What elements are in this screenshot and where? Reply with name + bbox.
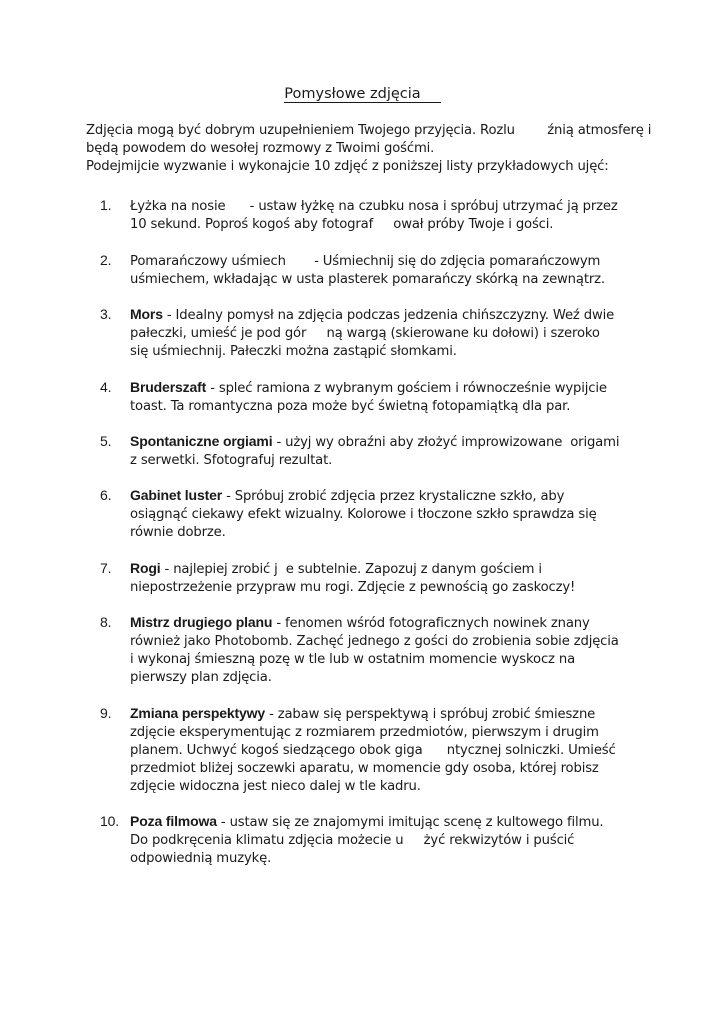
item-heading: Spontaniczne orgiami: [130, 433, 273, 449]
item-body: [130, 559, 622, 597]
item-body: [130, 613, 622, 687]
item-body: [130, 305, 622, 361]
item-text: - użyj wy obraźni aby złożyć improwizowane origami z serwetki. Sfotografuj rezultat.: [130, 435, 624, 468]
item-text: - spleć ramiona z wybranym gościem i równocześnie wypijcie toast. Ta romantyczna poza może być świetną fotopamiątką dla par.: [130, 381, 611, 414]
item-text: - Idealny pomysł na zdjęcia podczas jedzenia chińszczyzny. Weź dwie pałeczki, umieść je pod gór ną wargą (skierowane ku dołowi) i szeroko się uśmiechnij. Pałeczki można zastąpić słomkami.: [130, 308, 619, 359]
item-number: 2.: [100, 252, 112, 268]
item-heading: Bruderszaft: [130, 379, 207, 395]
item-heading: Mors: [130, 306, 163, 322]
item-heading: Gabinet luster: [130, 487, 223, 503]
item-body: [130, 812, 622, 868]
item-body: [130, 486, 622, 542]
item-number: 10.: [100, 813, 120, 829]
intro-paragraph: [86, 122, 652, 176]
item-number: 3.: [100, 306, 112, 322]
item-body: [130, 704, 622, 796]
item-text: Pomarańczowy uśmiech - Uśmiechnij się do zdjęcia pomarańczowym uśmiechem, wkładając w usta plasterek pomarańczy skórką na zewnątrz.: [130, 254, 605, 287]
intro-line: Zdjęcia mogą być dobrym uzupełnieniem Twojego przyjęcia. Rozlu źnią atmosferę i: [86, 123, 652, 138]
intro-line: będą powodem do wesołej rozmowy z Twoimi gośćmi.: [86, 141, 435, 156]
item-number: 5.: [100, 433, 112, 449]
item-text: - fenomen wśród fotograficznych nowinek znany również jako Photobomb. Zachęć jednego z gości do zrobienia sobie zdjęcia i wykonaj śmieszną pozę w tle lub w ostatnim momencie wyskocz na pierwszy plan zdjęcia.: [130, 616, 623, 685]
item-number: 1.: [100, 197, 112, 213]
item-body: [130, 432, 622, 470]
item-body: [130, 251, 622, 289]
item-number: 8.: [100, 614, 112, 630]
item-text: Łyżka na nosie - ustaw łyżkę na czubku nosa i spróbuj utrzymać ją przez 10 sekund. Poproś kogoś aby fotograf ował próby Twoje i gości.: [130, 199, 622, 232]
item-body: [130, 196, 622, 234]
title-text: Pomysłowe zdjęcia: [284, 86, 440, 103]
item-number: 7.: [100, 560, 112, 576]
item-text: - ustaw się ze znajomymi imitując scenę z kultowego filmu. Do podkręcenia klimatu zdjęcia możecie u żyć rekwizytów i puścić odpowiednią muzykę.: [130, 815, 608, 866]
item-heading: Mistrz drugiego planu: [130, 614, 273, 630]
item-text: - najlepiej zrobić j e subtelnie. Zapozuj z danym gościem i niepostrzeżenie przypraw mu rogi. Zdjęcie z pewnością go zaskoczy!: [130, 562, 576, 595]
item-text: - zabaw się perspektywą i spróbuj zrobić śmieszne zdjęcie eksperymentując z rozmiarem przedmiotów, pierwszym i drugim planem. Uchwyć kogoś siedzącego obok giga ntycznej solniczki. Umieść przedmiot bliżej soczewki aparatu, w momencie gdy osoba, której robisz zdjęcie widoczna jest nieco dalej w tle kadru.: [130, 707, 620, 794]
item-text: - Spróbuj zrobić zdjęcia przez krystaliczne szkło, aby osiągnąć ciekawy efekt wizualny. Kolorowe i tłoczone szkło sprawdza się równie dobrze.: [130, 489, 601, 540]
document-title: [0, 86, 725, 102]
item-heading: Rogi: [130, 560, 161, 576]
intro-line: Podejmijcie wyzwanie i wykonajcie 10 zdjęć z poniższej listy przykładowych ujęć:: [86, 159, 609, 174]
item-body: [130, 378, 622, 416]
item-number: 4.: [100, 379, 112, 395]
item-heading: Poza filmowa: [130, 813, 217, 829]
item-number: 6.: [100, 487, 112, 503]
item-heading: Zmiana perspektywy: [130, 705, 266, 721]
item-number: 9.: [100, 705, 112, 721]
